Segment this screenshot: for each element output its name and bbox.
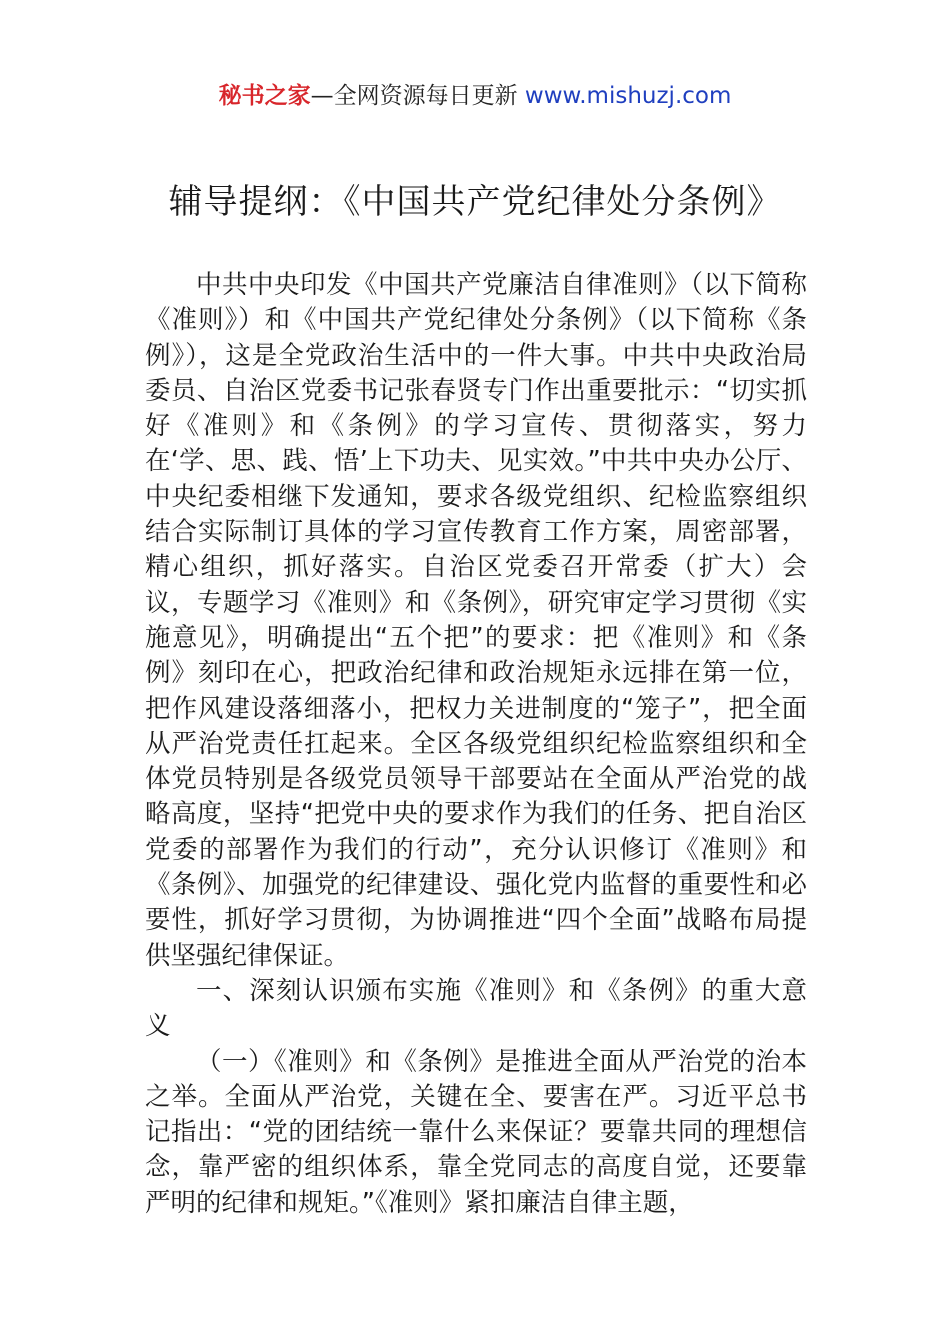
- intro-paragraph: 中共中央印发《中国共产党廉洁自律准则》（以下简称《准则》）和《中国共产党纪律处分条例》（以下简称《条例》），这是全党政治生活中的一件大事。中共中央政治局委员、自治区党委书记张春贤专门作出重要批示：“切实抓好《准则》和《条例》的学习宣传、贯彻落实，努力在‘学、思、践、悟’上下功夫、见实效。”中共中央办公厅、中央纪委相继下发通知，要求各级党组织、纪检监察组织结合实际制订具体的学习宣传教育工作方案，周密部署，精心组织，抓好落实。自治区党委召开常委（扩大）会议，专题学习《准则》和《条例》，研究审定学习贯彻《实施意见》，明确提出“五个把”的要求：把《准则》和《条例》刻印在心，把政治纪律和政治规矩永远排在第一位，把作风建设落细落小，把权力关进制度的“笼子”，把全面从严治党责任扛起来。全区各级党组织纪检监察组织和全体党员特别是各级党员领导干部要站在全面从严治党的战略高度，坚持“把党中央的要求作为我们的任务、把自治区党委的部署作为我们的行动”，充分认识修订《准则》和《条例》、加强党的纪律建设、强化党内监督的重要性和必要性，抓好学习贯彻，为协调推进“四个全面”战略布局提供坚强纪律保证。: [145, 270, 807, 971]
- site-brand-name: 秘书之家: [218, 83, 311, 109]
- site-url-link[interactable]: www.mishuzj.com: [524, 83, 732, 109]
- document-title: 辅导提纲：《中国共产党纪律处分条例》: [168, 182, 782, 222]
- site-slogan: —全网资源每日更新: [310, 83, 518, 109]
- subsection-paragraph-1: （一）《准则》和《条例》是推进全面从严治党的治本之举。全面从严治党，关键在全、要害在严。习近平总书记指出：“党的团结统一靠什么来保证？要靠共同的理想信念，靠严密的组织体系，靠全党同志的高度自觉，还要靠严明的纪律和规矩。”《准则》紧扣廉洁自律主题，: [145, 1046, 807, 1218]
- section-heading-1: 一、深刻认识颁布实施《准则》和《条例》的重大意义: [145, 975, 807, 1042]
- site-header-banner: [0, 80, 950, 112]
- document-body: [145, 268, 807, 1221]
